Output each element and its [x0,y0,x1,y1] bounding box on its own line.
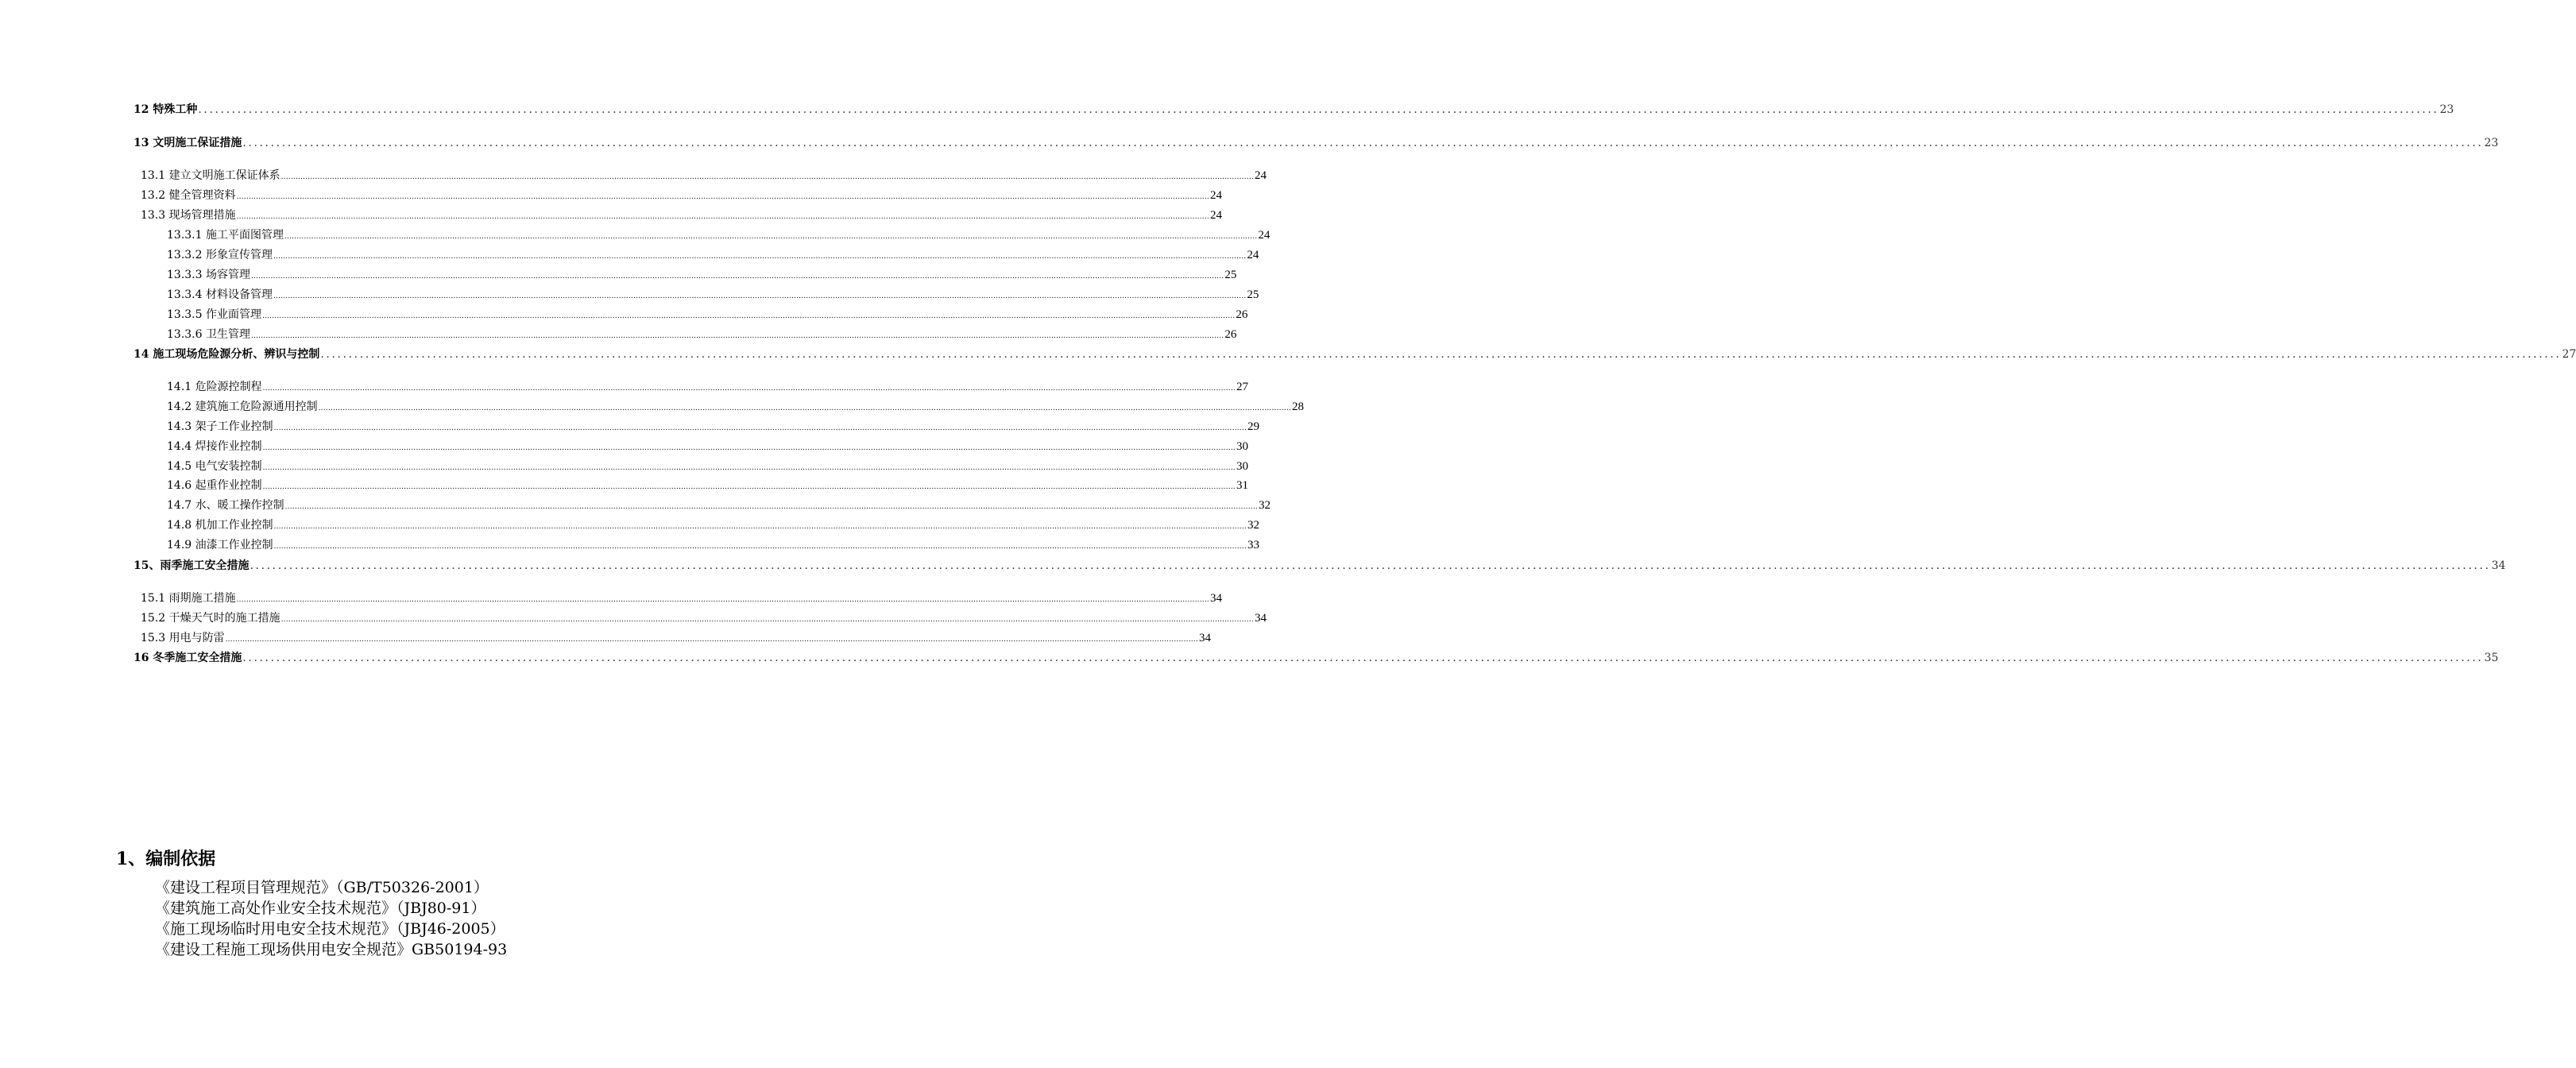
toc-entry-title: 13.3.1 施工平面图管理 [167,229,284,242]
toc-entry[interactable] [167,326,1237,342]
toc-leader-dots: ................................................................................................................................................................................................................................................................................................................................................................................................................ [284,233,1258,241]
toc-entry[interactable] [167,458,1248,474]
toc-entry-page: 35 [2484,652,2499,664]
toc-entry[interactable] [133,101,2454,117]
toc-leader-dots: ................................................................................................................................................................................................................................................................................................................................................................................................................ [250,332,1224,340]
toc-entry-page: 33 [1247,539,1259,551]
toc-entry-page: 34 [1209,592,1222,605]
toc-entry-title: 14.2 建筑施工危险源通用控制 [167,400,318,413]
toc-entry[interactable] [141,187,1222,203]
toc-entry-title: 12 特殊工种 [133,103,198,116]
toc-entry[interactable] [141,609,1267,625]
toc-entry[interactable] [167,246,1259,262]
toc-entry-page: 23 [2439,103,2454,116]
toc-entry-title: 15.3 用电与防雷 [141,632,225,644]
toc-entry[interactable] [167,497,1271,513]
toc-entry-title: 14 施工现场危险源分析、辨识与控制 [133,348,320,361]
toc-leader-dots: ................................................................................................................................................................................................................................................................................................................................................................................................................ [236,596,1209,604]
toc-entry[interactable] [167,266,1237,282]
toc-entry[interactable] [133,346,2576,362]
toc-leader-dots: ................................................................................................................................................................................................................................................................................................................................................................................................................ [280,616,1254,624]
toc-entry-title: 14.4 焊接作业控制 [167,440,262,453]
toc-leader-dots: ................................................................................................................................................................................................................................................................................................................................................................................................................ [284,503,1258,511]
toc-leader-dots: ................................................................................................................................................................................................................................................................................................................................................................................................................ [318,404,1291,412]
toc-leader-dots: ................................................................................................................................................................................................................................................................................................................................................................................................................ [280,173,1254,181]
toc-leader-dots: ................................................................................................................................................................................................................................................................................................................................................................................................................ [236,193,1209,201]
toc-leader-dots: ................................................................................................................................................................................................................................................................................................................................................................................................................ [262,483,1236,491]
toc-leader-dots: ................................................................................................................................................................................................................................................................................................................................................................................................................ [242,652,2484,664]
toc-entry-page: 27 [1236,381,1248,393]
toc-leader-dots: ................................................................................................................................................................................................................................................................................................................................................................................................................ [198,103,2439,116]
toc-entry[interactable] [133,134,2499,150]
toc-leader-dots: ................................................................................................................................................................................................................................................................................................................................................................................................................ [262,444,1236,452]
toc-entry[interactable] [167,536,1259,552]
toc-entry[interactable] [141,207,1222,222]
toc-entry-page: 26 [1236,308,1248,321]
toc-entry[interactable] [133,649,2499,665]
toc-entry-page: 24 [1209,189,1222,202]
toc-leader-dots: ................................................................................................................................................................................................................................................................................................................................................................................................................ [273,543,1247,551]
toc-leader-dots: ................................................................................................................................................................................................................................................................................................................................................................................................................ [262,464,1236,472]
toc-leader-dots: ................................................................................................................................................................................................................................................................................................................................................................................................................ [273,523,1247,531]
toc-entry-title: 14.1 危险源控制程 [167,381,262,393]
toc-entry-page: 27 [2562,348,2576,361]
toc-leader-dots: ................................................................................................................................................................................................................................................................................................................................................................................................................ [242,137,2484,149]
toc-entry-title: 13.2 健全管理资料 [141,189,236,202]
section-heading: 1、编制依据 [116,849,216,869]
toc-entry-page: 31 [1236,479,1248,492]
toc-entry-page: 25 [1224,269,1237,281]
toc-entry-title: 14.9 油漆工作业控制 [167,539,273,551]
toc-leader-dots: ................................................................................................................................................................................................................................................................................................................................................................................................................ [236,213,1209,221]
reference-item: 《建设工程施工现场供用电安全规范》GB50194-93 [155,941,508,958]
toc-entry-page: 32 [1258,499,1271,512]
toc-entry[interactable] [167,226,1271,242]
toc-entry[interactable] [141,167,1267,183]
toc-entry-title: 13.3.5 作业面管理 [167,308,261,321]
reference-list [155,877,507,960]
toc-leader-dots: ................................................................................................................................................................................................................................................................................................................................................................................................................ [273,253,1247,261]
reference-item: 《建筑施工高处作业安全技术规范》（JBJ80-91） [155,900,486,917]
toc-entry-page: 24 [1247,249,1259,261]
toc-entry-title: 13.3.6 卫生管理 [167,328,250,341]
toc-entry-title: 14.3 架子工作业控制 [167,420,273,433]
toc-entry-title: 14.7 水、暖工操作控制 [167,499,284,512]
toc-entry[interactable] [141,629,1211,645]
toc-entry-page: 26 [1224,328,1237,341]
toc-entry-page: 30 [1236,460,1248,473]
toc-entry-page: 29 [1247,420,1259,433]
toc-entry[interactable] [167,438,1248,454]
reference-item: 《施工现场临时用电安全技术规范》（JBJ46-2005） [155,920,505,938]
toc-entry-title: 15.2 干燥天气时的施工措施 [141,612,280,625]
toc-leader-dots: ................................................................................................................................................................................................................................................................................................................................................................................................................ [320,348,2562,361]
toc-leader-dots: ................................................................................................................................................................................................................................................................................................................................................................................................................ [273,292,1247,300]
toc-leader-dots: ................................................................................................................................................................................................................................................................................................................................................................................................................ [261,312,1236,320]
toc-entry-title: 13.3.3 场容管理 [167,269,250,281]
toc-entry[interactable] [167,306,1248,322]
toc-entry-page: 34 [1254,612,1267,625]
toc-leader-dots: ................................................................................................................................................................................................................................................................................................................................................................................................................ [262,385,1236,393]
toc-entry[interactable] [167,517,1259,532]
toc-entry-page: 23 [2484,137,2499,149]
toc-leader-dots: ................................................................................................................................................................................................................................................................................................................................................................................................................ [225,636,1198,644]
toc-entry-page: 24 [1258,229,1271,242]
reference-item: 《建设工程项目管理规范》（GB/T50326-2001） [155,879,489,896]
toc-entry[interactable] [167,477,1248,493]
toc-entry[interactable] [133,557,2506,573]
toc-entry-title: 13.3.2 形象宣传管理 [167,249,273,261]
toc-entry-title: 14.6 起重作业控制 [167,479,262,492]
toc-entry-page: 24 [1209,209,1222,222]
toc-entry[interactable] [167,398,1304,414]
toc-entry-page: 32 [1247,519,1259,532]
toc-entry[interactable] [167,286,1259,302]
toc-entry-title: 15.1 雨期施工措施 [141,592,236,605]
toc-entry-title: 13.3.4 材料设备管理 [167,288,273,301]
toc-entry-page: 28 [1291,400,1304,413]
toc-entry-page: 34 [1198,632,1211,644]
toc-leader-dots: ................................................................................................................................................................................................................................................................................................................................................................................................................ [250,273,1224,281]
toc-entry-title: 15、雨季施工安全措施 [133,559,249,572]
toc-entry-title: 13.3 现场管理措施 [141,209,236,222]
toc-entry-page: 24 [1254,169,1267,182]
toc-entry-page: 34 [2491,559,2506,572]
toc-entry[interactable] [141,590,1222,606]
toc-entry[interactable] [167,418,1259,434]
toc-entry-title: 13 文明施工保证措施 [133,137,242,149]
toc-entry-page: 30 [1236,440,1248,453]
toc-entry-page: 25 [1247,288,1259,301]
toc-leader-dots: ................................................................................................................................................................................................................................................................................................................................................................................................................ [249,559,2491,572]
toc-entry-title: 14.5 电气安装控制 [167,460,262,473]
toc-entry[interactable] [167,378,1248,394]
toc-entry-title: 14.8 机加工作业控制 [167,519,273,532]
toc-leader-dots: ................................................................................................................................................................................................................................................................................................................................................................................................................ [273,424,1247,432]
toc-entry-title: 13.1 建立文明施工保证体系 [141,169,280,182]
toc-entry-title: 16 冬季施工安全措施 [133,652,242,664]
